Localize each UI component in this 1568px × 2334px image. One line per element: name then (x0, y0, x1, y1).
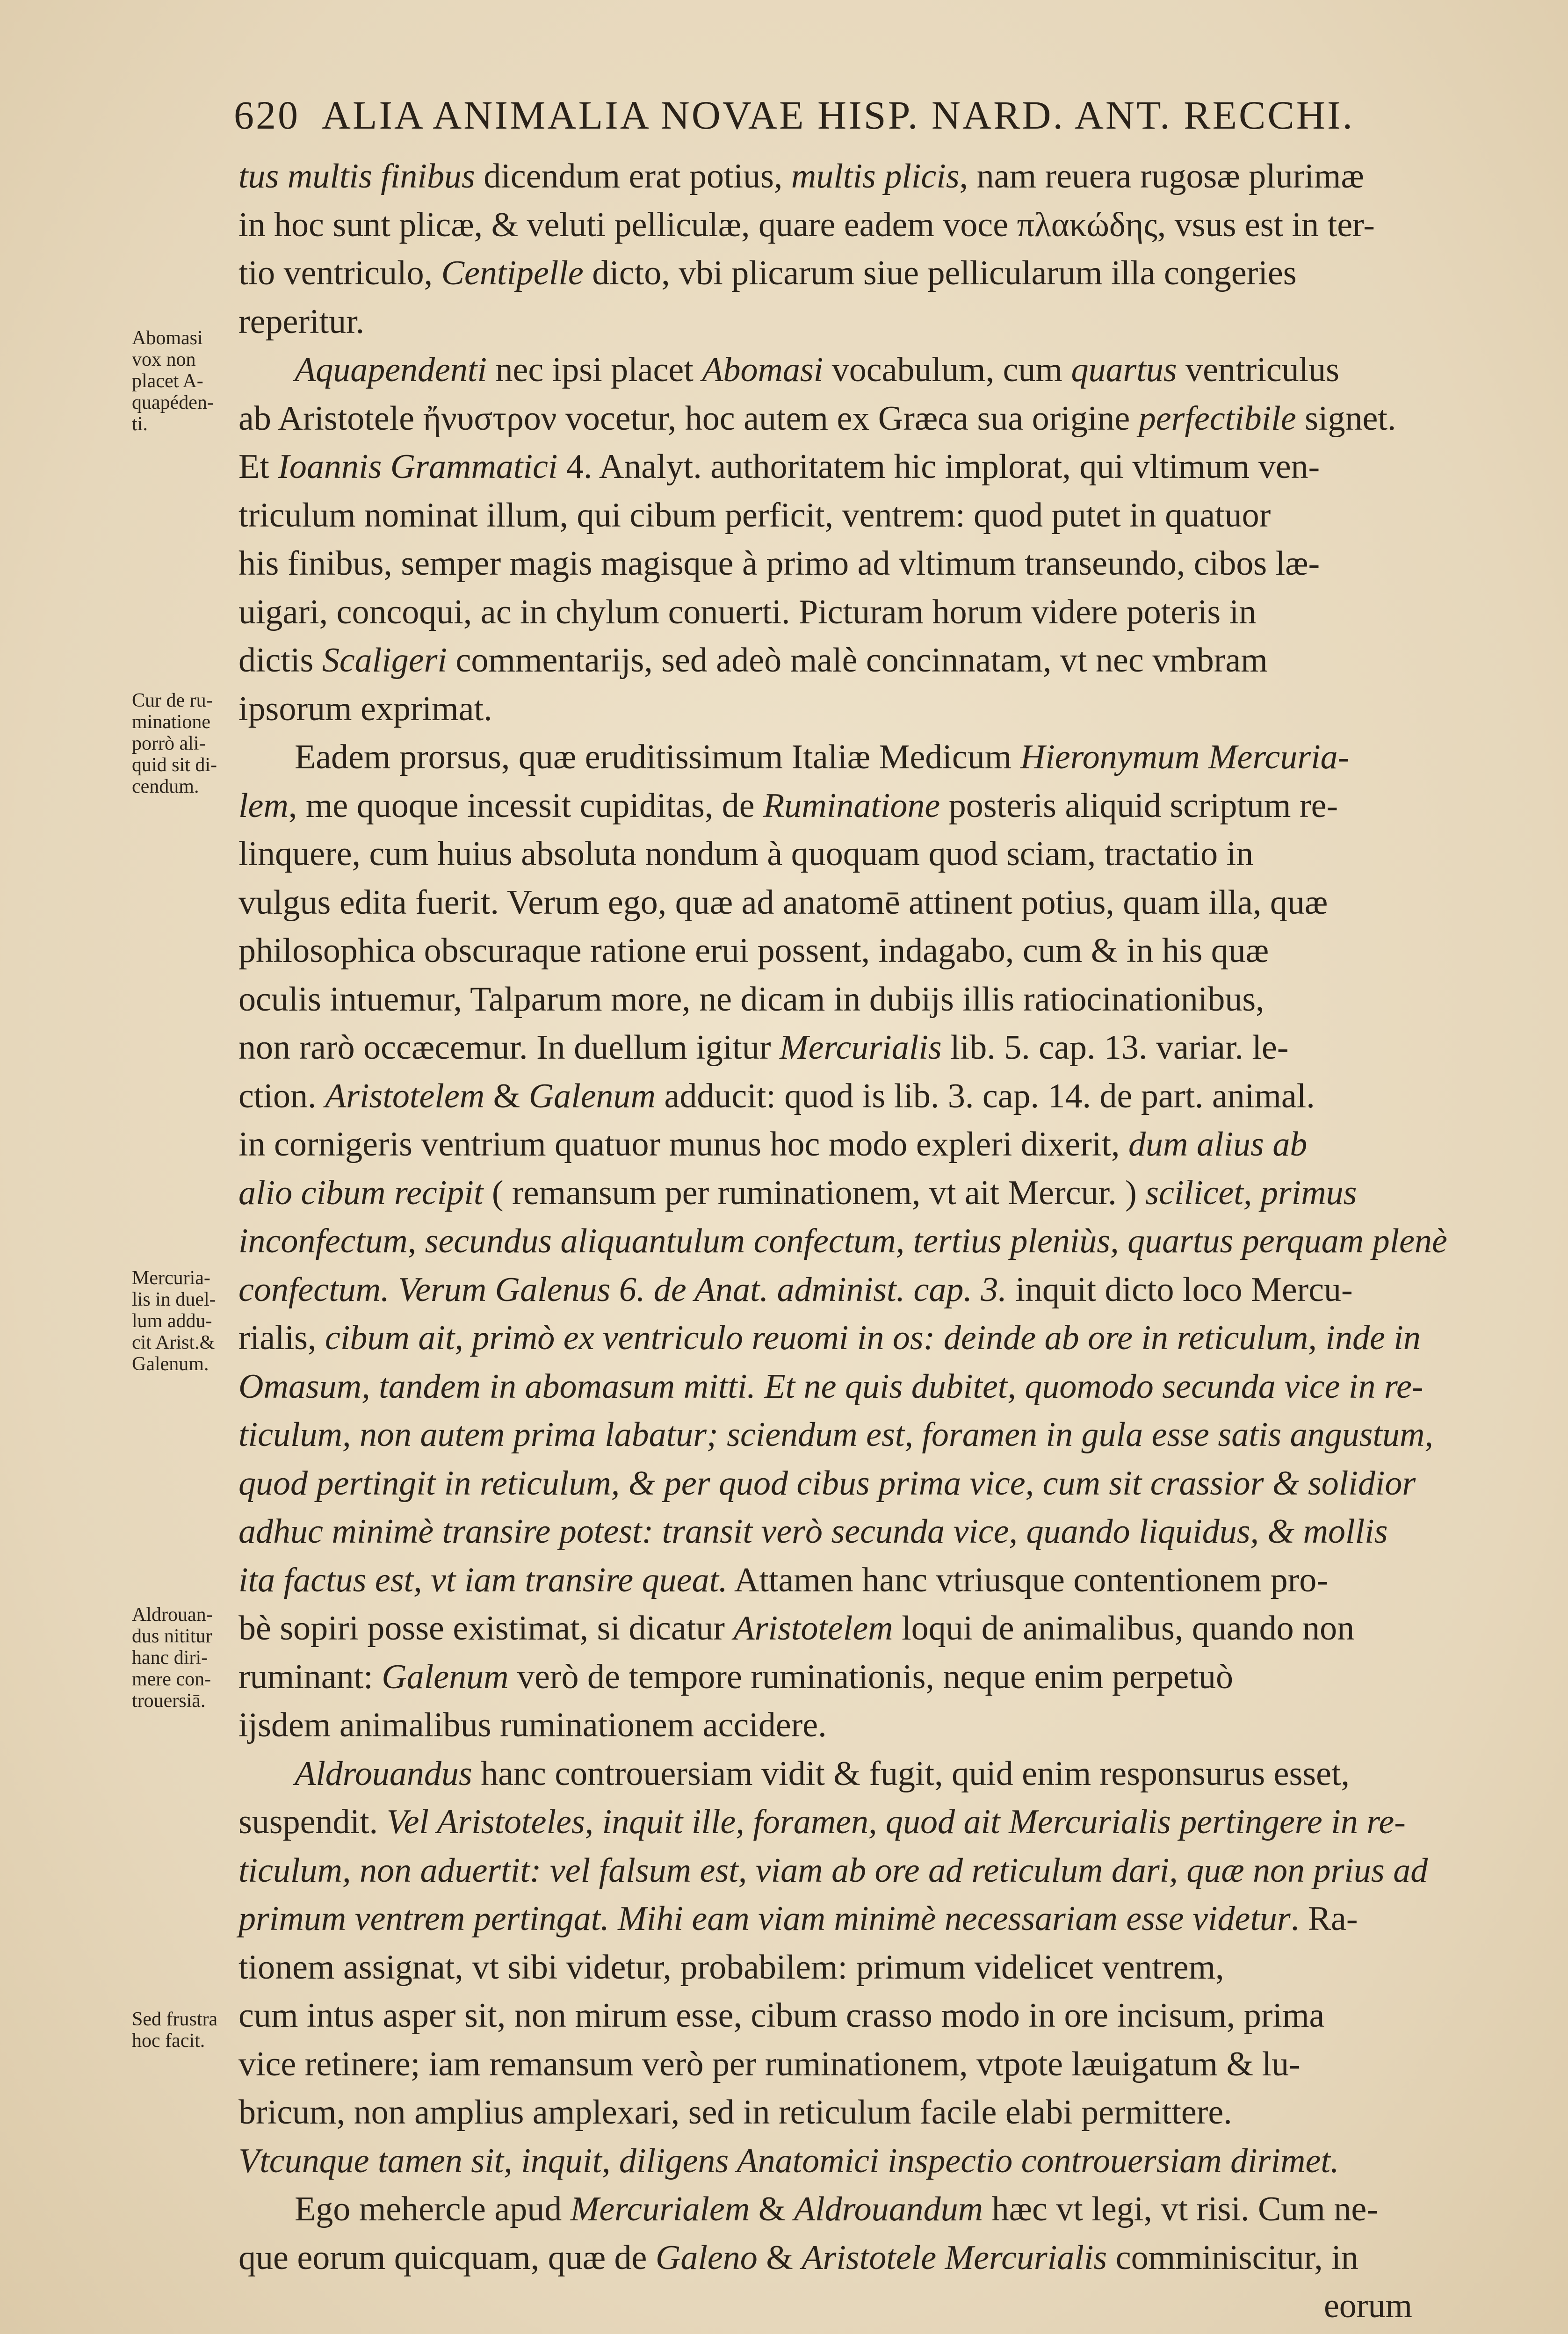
text-run: ipsorum exprimat. (238, 689, 492, 728)
text-run: dicendum erat potius, (475, 157, 791, 195)
margin-note-1 (132, 327, 239, 435)
text-run: 4. Analyt. authoritatem hic implorat, qui vltimum ven- (557, 448, 1320, 486)
text-line (238, 2234, 1454, 2283)
text-line (238, 1604, 1454, 1653)
text-line (238, 1314, 1454, 1363)
text-run: Abomasi (702, 351, 824, 389)
text-run: quartus (1071, 351, 1177, 389)
text-run: commentarijs, sed adeò malè concinnatam, vt nec vmbram (447, 641, 1268, 679)
text-run: tionem assignat, vt sibi videtur, probabilem: primum videlicet ventrem, (238, 1948, 1224, 1987)
text-run: uigari, concoqui, ac in chylum conuerti. Picturam horum videre poteris in (238, 593, 1257, 631)
text-run: Aldrouandum (794, 2190, 983, 2228)
text-run: in hoc sunt plicæ, & veluti pelliculæ, quare eadem voce πλακώδης, vsus est in ter- (238, 205, 1375, 244)
margin-note-line: Aldrouan- (132, 1604, 213, 1626)
text-line (238, 976, 1454, 1024)
text-run: vice retinere; iam remansum verò per ruminationem, vtpote læuigatum & lu- (238, 2045, 1301, 2083)
text-run: adhuc minimè transire potest: transit verò secunda vice, quando liquidus, & mollis (238, 1512, 1388, 1551)
margin-note-line: quid sit di- (132, 754, 217, 776)
margin-note-line: ti. (132, 413, 148, 435)
text-line (238, 152, 1454, 201)
paragraph-1 (238, 152, 1454, 346)
text-run: Et (238, 448, 278, 486)
text-line (238, 1508, 1454, 1556)
margin-note-line: lum addu- (132, 1310, 212, 1332)
text-run: multis plicis (791, 157, 960, 195)
text-run: in cornigeris ventrium quatuor munus hoc modo expleri dixerit, (238, 1125, 1129, 1163)
text-run: his finibus, semper magis magisque à primo ad vltimum transeundo, cibos læ- (238, 544, 1320, 583)
text-run: dictis (238, 641, 322, 679)
text-line (238, 636, 1454, 685)
margin-note-line: Galenum. (132, 1353, 209, 1375)
text-line (238, 201, 1454, 250)
text-run: scilicet, primus (1145, 1173, 1357, 1212)
text-run: Galenum (528, 1077, 656, 1115)
text-run: primum ventrem pertingat. Mihi eam viam minimè necessariam esse videtur (238, 1900, 1291, 1938)
text-line (238, 1363, 1454, 1411)
text-run: bè sopiri posse existimat, si dicatur (238, 1609, 734, 1648)
text-run: vocabulum, cum (823, 351, 1071, 389)
text-line (238, 685, 1454, 734)
text-line (238, 298, 1454, 347)
text-run: Galenum (382, 1657, 509, 1696)
text-run: & (750, 2190, 794, 2228)
text-run: , me quoque incessit cupiditas, de (288, 786, 764, 825)
text-run: & (484, 1077, 529, 1115)
text-line (238, 1120, 1454, 1169)
text-run: perfectibile (1138, 399, 1296, 438)
text-run: linquere, cum huius absoluta nondum à quoquam quod sciam, tractatio in (238, 835, 1254, 873)
margin-note-3 (132, 1267, 239, 1375)
text-line (238, 1024, 1454, 1072)
text-run: Ioannis Grammatici (278, 448, 558, 486)
text-run: ab Aristotele ἤνυστρον vocetur, hoc autem ex Græca sua origine (238, 399, 1139, 438)
text-line (238, 733, 1454, 782)
text-run: Hieronymum Mercuria- (1020, 738, 1350, 776)
text-line (238, 2088, 1454, 2137)
text-run: Aquapendenti (295, 351, 487, 389)
text-run: loqui de animalibus, quando non (893, 1609, 1355, 1648)
text-run: cum intus asper sit, non mirum esse, cibum crasso modo in ore incisum, prima (238, 1996, 1325, 2035)
text-run: posteris aliquid scriptum re- (940, 786, 1338, 825)
text-run: signet. (1296, 399, 1396, 438)
text-line (238, 1992, 1454, 2040)
running-title: ALIA ANIMALIA NOVAE HISP. NARD. ANT. RECCHI. (321, 93, 1355, 137)
paragraph-5 (238, 2185, 1454, 2282)
text-line (238, 2137, 1454, 2186)
margin-note-line: porrò ali- (132, 733, 206, 754)
text-run: ventriculus (1177, 351, 1339, 389)
text-line (238, 1653, 1454, 1702)
text-line (238, 1217, 1454, 1266)
text-run: inquit dicto loco Mercu- (1006, 1270, 1353, 1309)
margin-note-line: cit Arist.& (132, 1332, 215, 1353)
text-run: alio cibum recipit (238, 1173, 484, 1212)
text-line (238, 1895, 1454, 1944)
text-run: Mercurialis (779, 1028, 942, 1067)
margin-note-line: dus nititur (132, 1626, 212, 1647)
page-number: 620 (234, 93, 300, 137)
margin-note-line: vox non (132, 349, 196, 370)
paragraph-4 (238, 1750, 1454, 2186)
text-line (238, 830, 1454, 879)
margin-note-line: quapéden- (132, 392, 214, 413)
text-run: ita factus est, vt iam transire queat. (238, 1561, 728, 1599)
margin-note-line: mere con- (132, 1669, 211, 1690)
text-run: suspendit. (238, 1803, 387, 1841)
text-line (238, 1266, 1454, 1315)
text-run: quod pertingit in reticulum, & per quod cibus prima vice, cum sit crassior & solidior (238, 1464, 1416, 1503)
text-line (238, 1169, 1454, 1218)
text-run: ticulum, non aduertit: vel falsum est, viam ab ore ad reticulum dari, quæ non prius ad (238, 1851, 1428, 1890)
text-run: dicto, vbi plicarum siue pellicularum illa congeries (583, 254, 1297, 292)
text-run: verò de tempore ruminationis, neque enim perpetuò (508, 1657, 1233, 1696)
text-line (238, 1556, 1454, 1605)
text-run: Eadem prorsus, quæ eruditissimum Italiæ Medicum (295, 738, 1020, 776)
margin-note-line: hanc diri- (132, 1647, 208, 1669)
text-run: Aristotele Mercurialis (802, 2238, 1107, 2277)
margin-note-line: minatione (132, 711, 210, 733)
text-run: Aristotelem (325, 1077, 485, 1115)
text-line (238, 491, 1454, 540)
text-run: nec ipsi placet (487, 351, 702, 389)
text-run: oculis intuemur, Talparum more, ne dicam in dubijs illis ratiocinationibus, (238, 980, 1265, 1019)
text-line (238, 1944, 1454, 1992)
text-run: Vel Aristoteles, inquit ille, foramen, quod ait Mercurialis pertingere in re- (386, 1803, 1406, 1841)
margin-note-line: trouersiā. (132, 1690, 206, 1712)
text-line (238, 879, 1454, 927)
text-run: inconfectum, secundus aliquantulum confectum, tertius pleniùs, quartus perquam plenè (238, 1222, 1447, 1260)
text-line (238, 1072, 1454, 1121)
text-line (238, 2040, 1454, 2089)
margin-note-4 (132, 1604, 239, 1712)
text-line (238, 2185, 1454, 2234)
text-run: lib. 5. cap. 13. variar. le- (941, 1028, 1289, 1067)
margin-note-5 (132, 2009, 239, 2052)
text-run: tio ventriculo, (238, 254, 441, 292)
text-run: dum alius ab (1128, 1125, 1308, 1163)
text-run: Galeno (655, 2238, 758, 2277)
text-line (238, 249, 1454, 298)
margin-note-line: cendum. (132, 776, 199, 797)
text-run: lem (238, 786, 289, 825)
margin-note-line: Abomasi (132, 327, 203, 349)
text-run: Attamen hanc vtriusque contentionem pro- (727, 1561, 1328, 1599)
text-run: rialis, (238, 1319, 325, 1357)
running-header (234, 92, 1417, 138)
text-run: vulgus edita fuerit. Verum ego, quæ ad anatomē attinent potius, quam illa, quæ (238, 883, 1328, 922)
text-run: ction. (238, 1077, 325, 1115)
text-run: , nam reuera rugosæ plurimæ (959, 157, 1364, 195)
text-line (238, 1847, 1454, 1895)
text-run: cibum ait, primò ex ventriculo reuomi in os: deinde ab ore in reticulum, inde in (325, 1319, 1421, 1357)
paragraph-2 (238, 346, 1454, 733)
text-run: adducit: quod is lib. 3. cap. 14. de part. animal. (656, 1077, 1315, 1115)
text-run: Ego mehercle apud (295, 2190, 571, 2228)
text-line (238, 1460, 1454, 1508)
text-run: reperitur. (238, 302, 365, 341)
text-line (238, 540, 1454, 588)
text-run: philosophica obscuraque ratione erui possent, indagabo, cum & in his quæ (238, 932, 1269, 970)
text-line (238, 1411, 1454, 1460)
text-run: Aldrouandus (295, 1754, 472, 1793)
text-line (238, 443, 1454, 491)
text-run: ticulum, non autem prima labatur; sciendum est, foramen in gula esse satis angustum, (238, 1416, 1433, 1454)
text-line (238, 1750, 1454, 1799)
margin-note-line: lis in duel- (132, 1289, 216, 1310)
text-run: comminiscitur, in (1107, 2238, 1358, 2277)
text-run: tus multis finibus (238, 157, 475, 195)
margin-note-line: hoc facit. (132, 2030, 205, 2052)
text-run: triculum nominat illum, qui cibum perficit, ventrem: quod putet in quatuor (238, 496, 1271, 535)
text-run: ijsdem animalibus ruminationem accidere. (238, 1706, 827, 1744)
text-run: hanc controuersiam vidit & fugit, quid enim responsurus esset, (472, 1754, 1350, 1793)
text-line (238, 782, 1454, 831)
text-run: & (757, 2238, 802, 2277)
text-line (238, 1701, 1454, 1750)
text-run: Ruminatione (763, 786, 940, 825)
text-run: ruminant: (238, 1657, 382, 1696)
text-run: hæc vt legi, vt risi. Cum ne- (983, 2190, 1378, 2228)
text-run: Omasum, tandem in abomasum mitti. Et ne quis dubitet, quomodo secunda vice in re- (238, 1367, 1423, 1406)
margin-note-2 (132, 690, 239, 797)
text-run: que eorum quicquam, quæ de (238, 2238, 656, 2277)
text-run: non rarò occæcemur. In duellum igitur (238, 1028, 780, 1067)
text-run: Centipelle (441, 254, 584, 292)
text-run: Aristotelem (733, 1609, 893, 1648)
margin-note-line: Cur de ru- (132, 690, 213, 711)
text-line (238, 346, 1454, 395)
paragraph-3 (238, 733, 1454, 1750)
margin-note-line: Sed frustra (132, 2009, 218, 2030)
text-run: Vtcunque tamen sit, inquit, diligens Anatomici inspectio controuersiam dirimet. (238, 2141, 1339, 2180)
text-run: ( remansum per ruminationem, vt ait Mercur. ) (483, 1173, 1146, 1212)
text-line (238, 1798, 1454, 1847)
main-text (238, 152, 1454, 2331)
text-run: bricum, non amplius amplexari, sed in reticulum facile elabi permittere. (238, 2093, 1232, 2132)
text-line (238, 927, 1454, 976)
margin-note-line: Mercuria- (132, 1267, 210, 1289)
text-run: Mercurialem (570, 2190, 750, 2228)
text-run: Scaligeri (322, 641, 447, 679)
text-run: . Ra- (1290, 1900, 1358, 1938)
catchword: eorum (1323, 2287, 1412, 2325)
text-run: confectum. Verum Galenus 6. de Anat. administ. cap. 3. (238, 1270, 1007, 1309)
text-line (238, 395, 1454, 443)
margin-note-line: placet A- (132, 370, 203, 392)
text-line (238, 588, 1454, 637)
